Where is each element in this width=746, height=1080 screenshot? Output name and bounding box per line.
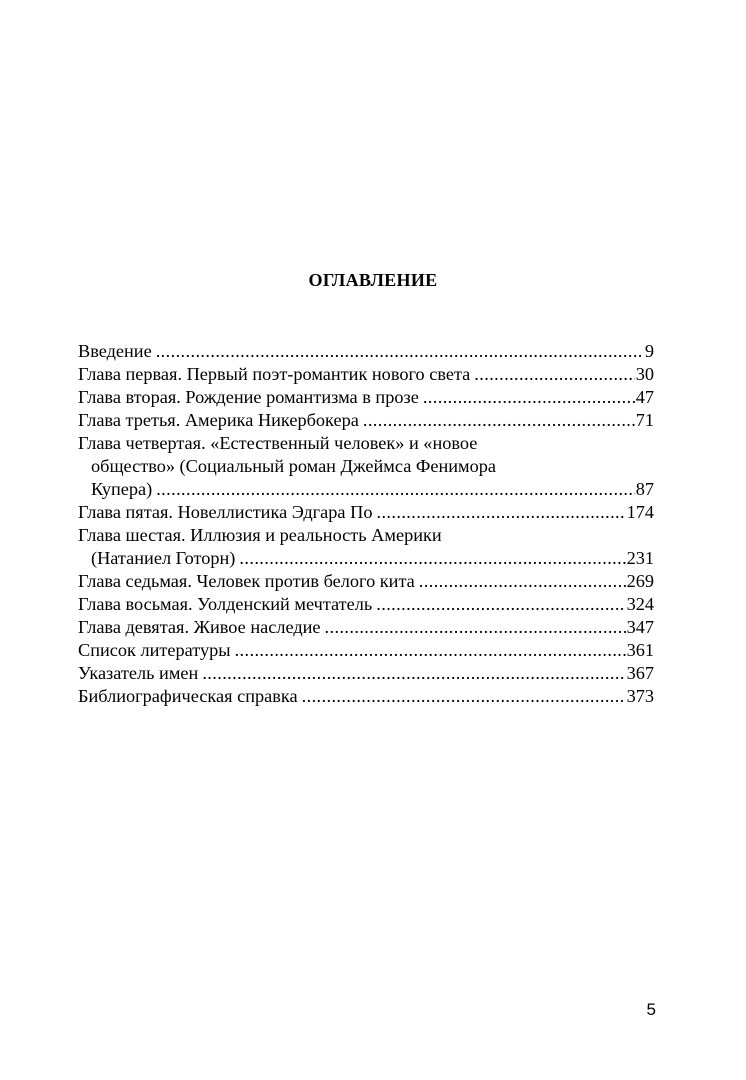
dot-leader [474, 363, 634, 386]
toc-title: ОГЛАВЛЕНИЕ [308, 270, 438, 290]
toc-entry-chapter-1 [78, 363, 654, 386]
dot-leader [419, 570, 626, 593]
toc-entry-title: (Натаниел Готорн) [91, 548, 236, 568]
toc-entry-title: Купера) [91, 479, 153, 499]
toc-row [78, 662, 654, 685]
toc-entry-page: 231 [626, 548, 654, 568]
toc-entry-page: 347 [626, 617, 654, 637]
table-of-contents [78, 340, 654, 708]
toc-entry-title: Глава третья. Америка Никербокера [78, 410, 359, 430]
dot-leader [235, 639, 626, 662]
toc-entry-chapter-7 [78, 570, 654, 593]
toc-entry-chapter-2 [78, 386, 654, 409]
toc-row [78, 363, 654, 386]
toc-row [78, 547, 654, 570]
toc-entry-page: 373 [626, 686, 654, 706]
toc-entry-title: Глава восьмая. Уолденский мечтатель [78, 594, 373, 614]
toc-row [78, 639, 654, 662]
toc-entry-page: 47 [635, 387, 654, 407]
toc-entry-title-line: общество» (Социальный роман Джеймса Фенимора [91, 456, 496, 476]
toc-entry-title: Глава первая. Первый поэт-романтик нового света [78, 364, 471, 384]
dot-leader [376, 593, 625, 616]
toc-entry-chapter-8 [78, 593, 654, 616]
dot-leader [156, 340, 644, 363]
toc-entry-title: Глава девятая. Живое наследие [78, 617, 321, 637]
toc-entry-page: 71 [635, 410, 654, 430]
toc-entry-introduction [78, 340, 654, 363]
dot-leader [376, 501, 625, 524]
toc-entry-title: Указатель имен [78, 663, 199, 683]
toc-entry-page: 269 [626, 571, 654, 591]
toc-entry-chapter-4 [78, 432, 654, 501]
page-number: 5 [646, 1000, 656, 1019]
toc-row [78, 616, 654, 639]
toc-entry-page: 324 [626, 594, 654, 614]
dot-leader [423, 386, 635, 409]
toc-entry-page: 367 [626, 663, 654, 683]
toc-entry-chapter-3 [78, 409, 654, 432]
toc-row [78, 340, 654, 363]
dot-leader [302, 685, 626, 708]
dot-leader [363, 409, 635, 432]
toc-row [78, 386, 654, 409]
dot-leader [156, 478, 635, 501]
toc-entry-title: Введение [78, 341, 152, 361]
toc-entry-title-line: Глава шестая. Иллюзия и реальность Америки [78, 525, 442, 545]
toc-entry-page: 361 [626, 640, 654, 660]
toc-row [78, 478, 654, 501]
toc-entry-title: Глава вторая. Рождение романтизма в прозе [78, 387, 419, 407]
toc-entry-bibliography [78, 639, 654, 662]
toc-entry-name-index [78, 662, 654, 685]
dot-leader [202, 662, 625, 685]
toc-row [78, 593, 654, 616]
toc-entry-page: 30 [635, 364, 654, 384]
toc-entry-chapter-6 [78, 524, 654, 570]
toc-entry-title-line: Глава четвертая. «Естественный человек» и «новое [78, 433, 478, 453]
toc-entry-chapter-9 [78, 616, 654, 639]
toc-row [78, 409, 654, 432]
toc-row [78, 570, 654, 593]
toc-entry-title: Глава пятая. Новеллистика Эдгара По [78, 502, 373, 522]
toc-entry-chapter-5 [78, 501, 654, 524]
toc-entry-title: Глава седьмая. Человек против белого кита [78, 571, 415, 591]
dot-leader [239, 547, 625, 570]
toc-entry-title: Список литературы [78, 640, 231, 660]
toc-row [78, 501, 654, 524]
toc-row [78, 685, 654, 708]
dot-leader [325, 616, 626, 639]
toc-entry-bibliographic-note [78, 685, 654, 708]
toc-entry-page: 174 [626, 502, 654, 522]
toc-entry-title: Библиографическая справка [78, 686, 298, 706]
toc-entry-page: 87 [635, 479, 654, 499]
toc-entry-page: 9 [644, 341, 654, 361]
